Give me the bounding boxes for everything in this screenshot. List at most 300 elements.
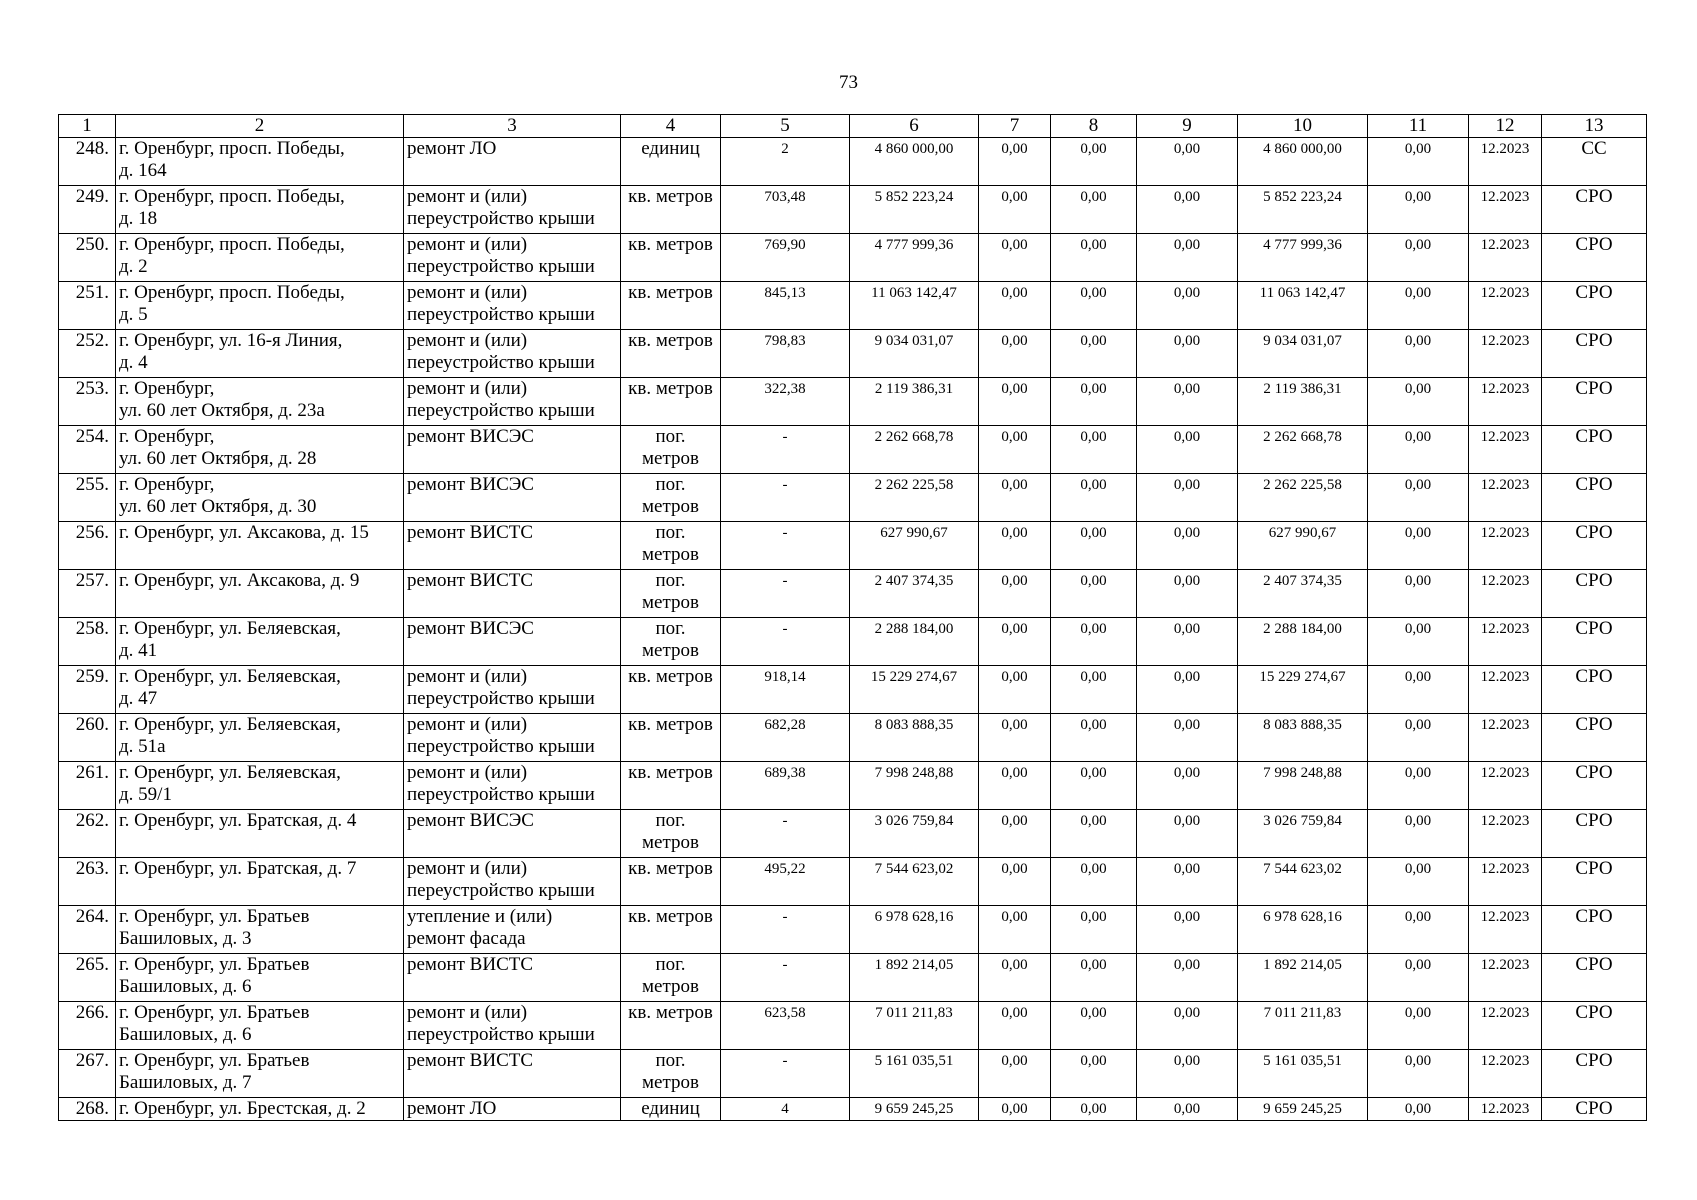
work-type-cell-line: ремонт фасада [407, 928, 526, 949]
row-number: 248. [59, 138, 116, 186]
unit-cell [621, 906, 721, 954]
value-cell-7: 0,00 [979, 522, 1051, 570]
work-type-cell-line: ремонт и (или) [407, 378, 528, 399]
address-cell-line: д. 164 [119, 160, 167, 181]
value-cell-7: 0,00 [979, 186, 1051, 234]
work-type-cell-line: утепление и (или) [407, 906, 553, 927]
value-cell-5: - [721, 618, 850, 666]
address-cell [116, 426, 404, 474]
value-cell-6: 2 407 374,35 [850, 570, 979, 618]
column-header-7: 7 [979, 115, 1051, 138]
address-cell [116, 810, 404, 858]
value-cell-6: 11 063 142,47 [850, 282, 979, 330]
column-header-13: 13 [1542, 115, 1647, 138]
method-code-cell: СРО [1542, 330, 1647, 378]
value-cell-9: 0,00 [1137, 666, 1238, 714]
value-cell-10: 4 777 999,36 [1238, 234, 1368, 282]
row-number: 255. [59, 474, 116, 522]
value-cell-7: 0,00 [979, 138, 1051, 186]
value-cell-6: 4 777 999,36 [850, 234, 979, 282]
value-cell-12: 12.2023 [1469, 570, 1542, 618]
value-cell-6: 7 544 623,02 [850, 858, 979, 906]
column-header-5: 5 [721, 115, 850, 138]
address-cell-line: г. Оренбург, ул. Аксакова, д. 9 [119, 570, 360, 591]
value-cell-10: 8 083 888,35 [1238, 714, 1368, 762]
work-type-cell-line: переустройство крыши [407, 208, 595, 229]
value-cell-6: 3 026 759,84 [850, 810, 979, 858]
work-type-cell-line: переустройство крыши [407, 880, 595, 901]
unit-cell-line: кв. метров [628, 762, 713, 783]
table-row [59, 1050, 1647, 1098]
row-number: 249. [59, 186, 116, 234]
value-cell-10: 6 978 628,16 [1238, 906, 1368, 954]
value-cell-7: 0,00 [979, 282, 1051, 330]
work-type-cell [404, 234, 621, 282]
page-number: 73 [839, 72, 858, 93]
value-cell-11: 0,00 [1368, 426, 1469, 474]
work-type-cell-line: переустройство крыши [407, 400, 595, 421]
address-cell-line: г. Оренбург, просп. Победы, [119, 282, 345, 303]
work-type-cell-line: переустройство крыши [407, 256, 595, 277]
address-cell-line: ул. 60 лет Октября, д. 28 [119, 448, 317, 469]
value-cell-6: 2 262 225,58 [850, 474, 979, 522]
work-type-cell [404, 1002, 621, 1050]
work-type-cell [404, 666, 621, 714]
table-row [59, 570, 1647, 618]
value-cell-6: 1 892 214,05 [850, 954, 979, 1002]
unit-cell-line: пог. [655, 810, 686, 831]
address-cell-line: д. 59/1 [119, 784, 172, 805]
value-cell-9: 0,00 [1137, 570, 1238, 618]
address-cell [116, 330, 404, 378]
table-row [59, 378, 1647, 426]
work-type-cell-line: переустройство крыши [407, 1024, 595, 1045]
value-cell-12: 12.2023 [1469, 810, 1542, 858]
unit-cell [621, 570, 721, 618]
value-cell-8: 0,00 [1051, 810, 1137, 858]
method-code-cell: СРО [1542, 810, 1647, 858]
table-row [59, 282, 1647, 330]
address-cell-line: г. Оренбург, ул. Братская, д. 4 [119, 810, 357, 831]
column-header-2: 2 [116, 115, 404, 138]
address-cell-line: г. Оренбург, ул. Братьев [119, 954, 310, 975]
row-number: 267. [59, 1050, 116, 1098]
value-cell-9: 0,00 [1137, 426, 1238, 474]
column-header-10: 10 [1238, 115, 1368, 138]
unit-cell [621, 138, 721, 186]
unit-cell-line: пог. [655, 474, 686, 495]
unit-cell-line: метров [642, 832, 699, 853]
address-cell [116, 1050, 404, 1098]
work-type-cell [404, 138, 621, 186]
value-cell-6: 7 011 211,83 [850, 1002, 979, 1050]
method-code-cell: СРО [1542, 714, 1647, 762]
table-row [59, 426, 1647, 474]
table-row [59, 522, 1647, 570]
address-cell-line: г. Оренбург, ул. Братская, д. 7 [119, 858, 357, 879]
program-table [58, 114, 1647, 1121]
table-row [59, 618, 1647, 666]
unit-cell [621, 282, 721, 330]
table-row [59, 474, 1647, 522]
method-code-cell: СРО [1542, 378, 1647, 426]
value-cell-7: 0,00 [979, 714, 1051, 762]
address-cell-line: ул. 60 лет Октября, д. 30 [119, 496, 317, 517]
value-cell-11: 0,00 [1368, 762, 1469, 810]
work-type-cell [404, 330, 621, 378]
unit-cell-line: метров [642, 448, 699, 469]
method-code-cell: СС [1542, 138, 1647, 186]
value-cell-10: 9 034 031,07 [1238, 330, 1368, 378]
column-header-11: 11 [1368, 115, 1469, 138]
row-number: 250. [59, 234, 116, 282]
address-cell [116, 1002, 404, 1050]
unit-cell-line: пог. [655, 1050, 686, 1071]
address-cell [116, 234, 404, 282]
work-type-cell-line: переустройство крыши [407, 784, 595, 805]
address-cell-line: г. Оренбург, просп. Победы, [119, 234, 345, 255]
value-cell-6: 2 288 184,00 [850, 618, 979, 666]
value-cell-8: 0,00 [1051, 138, 1137, 186]
address-cell-line: д. 47 [119, 688, 158, 709]
value-cell-12: 12.2023 [1469, 858, 1542, 906]
address-cell [116, 1098, 404, 1121]
value-cell-7: 0,00 [979, 474, 1051, 522]
method-code-cell: СРО [1542, 1002, 1647, 1050]
value-cell-10: 15 229 274,67 [1238, 666, 1368, 714]
work-type-cell [404, 186, 621, 234]
address-cell-line: г. Оренбург, ул. Аксакова, д. 15 [119, 522, 369, 543]
row-number: 260. [59, 714, 116, 762]
value-cell-5: - [721, 474, 850, 522]
value-cell-7: 0,00 [979, 1098, 1051, 1121]
value-cell-9: 0,00 [1137, 1050, 1238, 1098]
work-type-cell-line: переустройство крыши [407, 688, 595, 709]
value-cell-12: 12.2023 [1469, 1050, 1542, 1098]
value-cell-11: 0,00 [1368, 282, 1469, 330]
value-cell-7: 0,00 [979, 378, 1051, 426]
value-cell-11: 0,00 [1368, 954, 1469, 1002]
value-cell-10: 2 288 184,00 [1238, 618, 1368, 666]
value-cell-9: 0,00 [1137, 810, 1238, 858]
work-type-cell [404, 474, 621, 522]
value-cell-10: 2 407 374,35 [1238, 570, 1368, 618]
value-cell-12: 12.2023 [1469, 1002, 1542, 1050]
value-cell-12: 12.2023 [1469, 522, 1542, 570]
value-cell-11: 0,00 [1368, 138, 1469, 186]
value-cell-11: 0,00 [1368, 666, 1469, 714]
method-code-cell: СРО [1542, 1098, 1647, 1121]
value-cell-11: 0,00 [1368, 570, 1469, 618]
value-cell-12: 12.2023 [1469, 282, 1542, 330]
address-cell [116, 954, 404, 1002]
unit-cell-line: единиц [641, 138, 700, 159]
value-cell-7: 0,00 [979, 234, 1051, 282]
value-cell-10: 5 852 223,24 [1238, 186, 1368, 234]
work-type-cell-line: переустройство крыши [407, 736, 595, 757]
value-cell-9: 0,00 [1137, 762, 1238, 810]
row-number: 266. [59, 1002, 116, 1050]
work-type-cell [404, 762, 621, 810]
row-number: 252. [59, 330, 116, 378]
row-number: 263. [59, 858, 116, 906]
unit-cell [621, 378, 721, 426]
value-cell-5: - [721, 906, 850, 954]
work-type-cell-line: ремонт и (или) [407, 1002, 528, 1023]
unit-cell-line: кв. метров [628, 858, 713, 879]
unit-cell [621, 1050, 721, 1098]
work-type-cell [404, 1050, 621, 1098]
address-cell [116, 906, 404, 954]
value-cell-9: 0,00 [1137, 186, 1238, 234]
table-row [59, 234, 1647, 282]
unit-cell [621, 1098, 721, 1121]
address-cell-line: Башиловых, д. 6 [119, 1024, 252, 1045]
row-number: 259. [59, 666, 116, 714]
address-cell-line: г. Оренбург, ул. Беляевская, [119, 618, 341, 639]
row-number: 268. [59, 1098, 116, 1121]
table-row [59, 666, 1647, 714]
unit-cell [621, 426, 721, 474]
value-cell-6: 9 034 031,07 [850, 330, 979, 378]
value-cell-9: 0,00 [1137, 138, 1238, 186]
unit-cell [621, 234, 721, 282]
value-cell-5: 623,58 [721, 1002, 850, 1050]
address-cell [116, 666, 404, 714]
work-type-cell-line: ремонт ВИСТС [407, 570, 534, 591]
value-cell-8: 0,00 [1051, 1002, 1137, 1050]
work-type-cell [404, 426, 621, 474]
table-row [59, 1098, 1647, 1121]
address-cell-line: г. Оренбург, просп. Победы, [119, 138, 345, 159]
table-row [59, 330, 1647, 378]
work-type-cell-line: ремонт ВИСТС [407, 1050, 534, 1071]
value-cell-5: - [721, 522, 850, 570]
address-cell-line: г. Оренбург, ул. 16-я Линия, [119, 330, 343, 351]
work-type-cell-line: ремонт и (или) [407, 714, 528, 735]
work-type-cell [404, 618, 621, 666]
value-cell-8: 0,00 [1051, 762, 1137, 810]
work-type-cell-line: ремонт ВИСЭС [407, 810, 534, 831]
value-cell-10: 9 659 245,25 [1238, 1098, 1368, 1121]
value-cell-11: 0,00 [1368, 1098, 1469, 1121]
unit-cell-line: метров [642, 592, 699, 613]
unit-cell-line: кв. метров [628, 186, 713, 207]
unit-cell-line: пог. [655, 570, 686, 591]
value-cell-7: 0,00 [979, 570, 1051, 618]
column-header-4: 4 [621, 115, 721, 138]
row-number: 261. [59, 762, 116, 810]
address-cell-line: Башиловых, д. 6 [119, 976, 252, 997]
value-cell-12: 12.2023 [1469, 714, 1542, 762]
value-cell-10: 2 119 386,31 [1238, 378, 1368, 426]
address-cell [116, 186, 404, 234]
value-cell-11: 0,00 [1368, 1050, 1469, 1098]
value-cell-8: 0,00 [1051, 618, 1137, 666]
value-cell-8: 0,00 [1051, 1050, 1137, 1098]
unit-cell [621, 762, 721, 810]
unit-cell-line: метров [642, 976, 699, 997]
work-type-cell-line: ремонт и (или) [407, 762, 528, 783]
unit-cell [621, 1002, 721, 1050]
address-cell [116, 618, 404, 666]
table-row [59, 762, 1647, 810]
column-header-3: 3 [404, 115, 621, 138]
value-cell-6: 5 852 223,24 [850, 186, 979, 234]
value-cell-6: 15 229 274,67 [850, 666, 979, 714]
value-cell-8: 0,00 [1051, 330, 1137, 378]
value-cell-11: 0,00 [1368, 330, 1469, 378]
value-cell-6: 627 990,67 [850, 522, 979, 570]
value-cell-5: - [721, 810, 850, 858]
address-cell-line: г. Оренбург, ул. Братьев [119, 1002, 310, 1023]
table-row [59, 858, 1647, 906]
work-type-cell [404, 810, 621, 858]
table-row [59, 186, 1647, 234]
value-cell-10: 627 990,67 [1238, 522, 1368, 570]
address-cell-line: д. 41 [119, 640, 158, 661]
header-row [59, 115, 1647, 138]
value-cell-12: 12.2023 [1469, 762, 1542, 810]
address-cell [116, 570, 404, 618]
value-cell-9: 0,00 [1137, 858, 1238, 906]
work-type-cell-line: ремонт ВИСЭС [407, 618, 534, 639]
column-header-6: 6 [850, 115, 979, 138]
value-cell-6: 2 262 668,78 [850, 426, 979, 474]
value-cell-11: 0,00 [1368, 810, 1469, 858]
value-cell-12: 12.2023 [1469, 954, 1542, 1002]
value-cell-5: 4 [721, 1098, 850, 1121]
value-cell-7: 0,00 [979, 330, 1051, 378]
value-cell-9: 0,00 [1137, 522, 1238, 570]
unit-cell [621, 522, 721, 570]
work-type-cell [404, 1098, 621, 1121]
method-code-cell: СРО [1542, 618, 1647, 666]
address-cell-line: г. Оренбург, [119, 426, 215, 447]
value-cell-8: 0,00 [1051, 234, 1137, 282]
unit-cell [621, 666, 721, 714]
value-cell-12: 12.2023 [1469, 426, 1542, 474]
value-cell-9: 0,00 [1137, 474, 1238, 522]
work-type-cell [404, 714, 621, 762]
value-cell-9: 0,00 [1137, 234, 1238, 282]
unit-cell-line: кв. метров [628, 906, 713, 927]
value-cell-7: 0,00 [979, 666, 1051, 714]
work-type-cell-line: ремонт ЛО [407, 138, 497, 159]
value-cell-9: 0,00 [1137, 378, 1238, 426]
value-cell-11: 0,00 [1368, 522, 1469, 570]
value-cell-8: 0,00 [1051, 570, 1137, 618]
work-type-cell-line: ремонт и (или) [407, 282, 528, 303]
unit-cell-line: кв. метров [628, 282, 713, 303]
method-code-cell: СРО [1542, 1050, 1647, 1098]
value-cell-7: 0,00 [979, 954, 1051, 1002]
method-code-cell: СРО [1542, 474, 1647, 522]
address-cell [116, 138, 404, 186]
value-cell-7: 0,00 [979, 426, 1051, 474]
unit-cell-line: кв. метров [628, 1002, 713, 1023]
address-cell [116, 474, 404, 522]
program-table-container [58, 114, 1646, 1121]
unit-cell-line: метров [642, 496, 699, 517]
table-body [59, 138, 1647, 1121]
address-cell [116, 858, 404, 906]
value-cell-5: 2 [721, 138, 850, 186]
value-cell-11: 0,00 [1368, 906, 1469, 954]
value-cell-6: 2 119 386,31 [850, 378, 979, 426]
value-cell-6: 6 978 628,16 [850, 906, 979, 954]
value-cell-7: 0,00 [979, 906, 1051, 954]
address-cell-line: г. Оренбург, [119, 378, 215, 399]
value-cell-9: 0,00 [1137, 714, 1238, 762]
address-cell [116, 714, 404, 762]
address-cell-line: д. 2 [119, 256, 148, 277]
value-cell-10: 4 860 000,00 [1238, 138, 1368, 186]
value-cell-5: - [721, 1050, 850, 1098]
value-cell-9: 0,00 [1137, 954, 1238, 1002]
method-code-cell: СРО [1542, 666, 1647, 714]
value-cell-8: 0,00 [1051, 378, 1137, 426]
value-cell-5: 682,28 [721, 714, 850, 762]
value-cell-9: 0,00 [1137, 282, 1238, 330]
table-row [59, 954, 1647, 1002]
value-cell-5: 798,83 [721, 330, 850, 378]
value-cell-8: 0,00 [1051, 666, 1137, 714]
value-cell-8: 0,00 [1051, 906, 1137, 954]
value-cell-8: 0,00 [1051, 426, 1137, 474]
value-cell-6: 5 161 035,51 [850, 1050, 979, 1098]
work-type-cell-line: переустройство крыши [407, 352, 595, 373]
value-cell-10: 1 892 214,05 [1238, 954, 1368, 1002]
value-cell-8: 0,00 [1051, 1098, 1137, 1121]
value-cell-10: 7 011 211,83 [1238, 1002, 1368, 1050]
address-cell [116, 282, 404, 330]
address-cell-line: Башиловых, д. 3 [119, 928, 252, 949]
unit-cell-line: метров [642, 1072, 699, 1093]
method-code-cell: СРО [1542, 570, 1647, 618]
unit-cell [621, 954, 721, 1002]
address-cell-line: д. 4 [119, 352, 148, 373]
address-cell-line: д. 18 [119, 208, 158, 229]
address-cell [116, 522, 404, 570]
table-row [59, 906, 1647, 954]
value-cell-8: 0,00 [1051, 858, 1137, 906]
work-type-cell-line: ремонт ВИСЭС [407, 426, 534, 447]
row-number: 254. [59, 426, 116, 474]
value-cell-12: 12.2023 [1469, 666, 1542, 714]
value-cell-10: 2 262 225,58 [1238, 474, 1368, 522]
unit-cell [621, 474, 721, 522]
work-type-cell-line: ремонт и (или) [407, 858, 528, 879]
unit-cell [621, 810, 721, 858]
row-number: 262. [59, 810, 116, 858]
table-row [59, 1002, 1647, 1050]
value-cell-8: 0,00 [1051, 186, 1137, 234]
value-cell-12: 12.2023 [1469, 906, 1542, 954]
value-cell-9: 0,00 [1137, 906, 1238, 954]
value-cell-10: 7 544 623,02 [1238, 858, 1368, 906]
value-cell-6: 9 659 245,25 [850, 1098, 979, 1121]
value-cell-6: 7 998 248,88 [850, 762, 979, 810]
work-type-cell [404, 954, 621, 1002]
unit-cell-line: кв. метров [628, 714, 713, 735]
address-cell-line: ул. 60 лет Октября, д. 23а [119, 400, 325, 421]
value-cell-8: 0,00 [1051, 474, 1137, 522]
value-cell-6: 4 860 000,00 [850, 138, 979, 186]
method-code-cell: СРО [1542, 282, 1647, 330]
value-cell-5: 322,38 [721, 378, 850, 426]
work-type-cell [404, 378, 621, 426]
